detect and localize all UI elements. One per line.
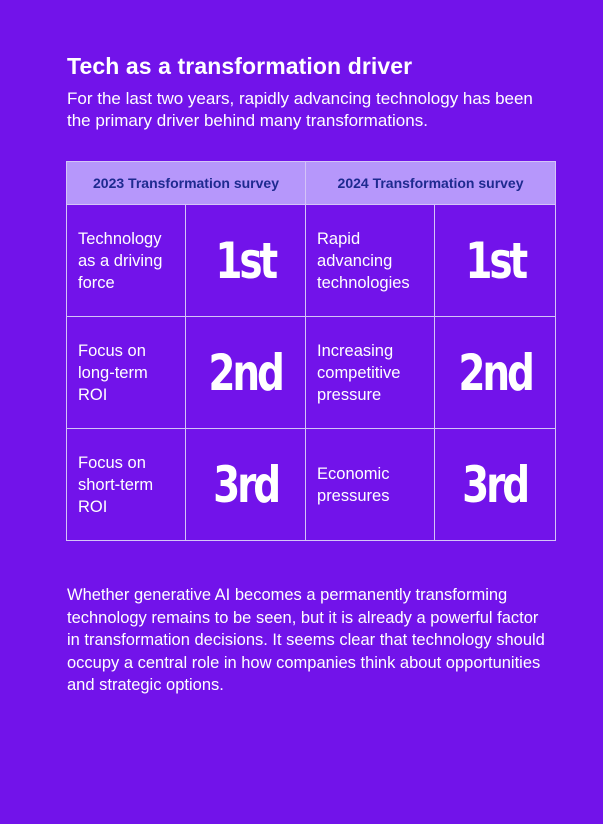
rank-value: 1st: [215, 231, 276, 290]
page-subtitle: For the last two years, rapidly advancing technology has been the primary driver behind many transformations.: [67, 89, 533, 130]
driver-label-2024: Rapid advancing technologies: [306, 205, 435, 317]
rank-cell-2023: [186, 317, 306, 429]
driver-label-2023: Focus on short-term ROI: [67, 429, 186, 541]
survey-comparison-table: [66, 161, 556, 541]
rank-value: 2nd: [458, 343, 532, 402]
table-header-row: [67, 162, 556, 205]
rank-cell-2024: [435, 317, 556, 429]
driver-label-2024: Economic pressures: [306, 429, 435, 541]
rank-value: 3rd: [462, 455, 528, 514]
page-title: Tech as a transformation driver: [67, 53, 413, 79]
table-row: [67, 205, 556, 317]
rank-cell-2023: [186, 205, 306, 317]
driver-label-2023: Focus on long-term ROI: [67, 317, 186, 429]
rank-value: 1st: [465, 231, 525, 290]
table-row: [67, 429, 556, 541]
rank-cell-2023: [186, 429, 306, 541]
rank-value: 2nd: [208, 343, 283, 402]
rank-cell-2024: [435, 205, 556, 317]
rank-value: 3rd: [213, 455, 278, 514]
driver-label-2024: Increasing competitive pressure: [306, 317, 435, 429]
rank-cell-2024: [435, 429, 556, 541]
body-paragraph: Whether generative AI becomes a permanently transforming technology remains to be seen, but it is already a powerful factor in transformation decisions. It seems clear that technology should occupy a central role in how companies think about opportunities and strategic options.: [67, 586, 545, 694]
table-row: [67, 317, 556, 429]
column-header-2024: 2024 Transformation survey: [306, 162, 556, 205]
driver-label-2023: Technology as a driving force: [67, 205, 186, 317]
column-header-2023: 2023 Transformation survey: [67, 162, 306, 205]
